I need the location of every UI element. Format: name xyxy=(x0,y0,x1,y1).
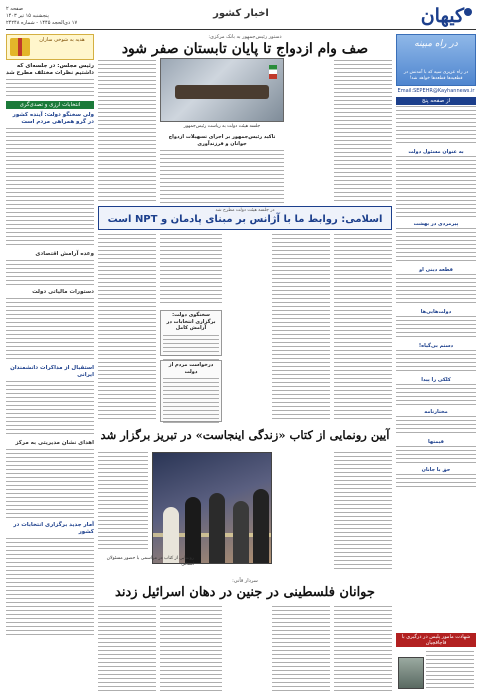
text-block xyxy=(98,606,156,692)
column-headline: دستورات مالیاتی دولت xyxy=(32,289,94,295)
promo-subtitle: در راه عزیزی سپه که با آمدنش در قطعیه‌ها قطعه‌ها خواهد شد! xyxy=(403,70,469,81)
text-block xyxy=(163,378,219,424)
text-block xyxy=(6,128,94,248)
person-figure xyxy=(185,497,201,563)
gift-label: هدیه به شوخی سازان xyxy=(39,37,85,43)
gift-box[interactable] xyxy=(6,34,94,60)
book-ceremony-photo xyxy=(152,452,272,564)
text-block xyxy=(426,651,474,691)
column-headline: استقبال از مذاکرات دانشمندان ایرانی xyxy=(10,365,94,378)
inset-title: درخواست مردم از دولت xyxy=(168,362,214,375)
text-block xyxy=(334,452,392,572)
top-story-subhead: تاکید رئیس‌جمهور بر اجرای تسهیلات ازدواج جوانان و فرزندآوری xyxy=(168,134,276,147)
text-block xyxy=(98,234,156,422)
text-block xyxy=(396,228,476,264)
text-block xyxy=(6,538,94,638)
banner-headline[interactable]: اسلامی: روابط ما با آژانس بر مبنای پادمان و NPT است xyxy=(107,214,383,225)
text-block xyxy=(396,316,476,340)
text-block xyxy=(160,606,222,692)
text-block xyxy=(160,234,222,306)
issue-number: ۱۷ ذی‌الحجه ۱۴۴۵ - شماره ۲۴۲۴۸ xyxy=(6,20,78,26)
inset-box xyxy=(160,360,222,422)
text-block xyxy=(98,452,148,552)
police-news-box xyxy=(396,649,476,693)
portrait-photo xyxy=(398,657,424,689)
text-block xyxy=(98,60,156,204)
column-banner: انتخابات ارزی و تصدی‌گری xyxy=(6,101,94,109)
text-block xyxy=(6,79,94,97)
text-block xyxy=(6,298,94,362)
column-subhead: دولت‌هایی‌ها xyxy=(420,309,452,315)
text-block xyxy=(6,449,94,519)
top-story-kicker: دستور رئیس‌جمهور به بانک مرکزی: xyxy=(208,34,282,40)
person-figure xyxy=(209,493,225,563)
text-block xyxy=(272,606,330,692)
column-subhead: مختارنامه xyxy=(424,409,448,415)
text-block xyxy=(396,416,476,436)
cabinet-meeting-photo xyxy=(160,58,284,122)
text-block xyxy=(163,335,219,361)
meeting-table-shape xyxy=(175,85,269,99)
column-subhead: قطعه دینی او xyxy=(419,267,453,273)
promo-title: در راه مبینه xyxy=(414,39,458,49)
right-column-heading: از صفحه پنج xyxy=(396,97,476,105)
column-subhead: قیمتها xyxy=(428,439,444,445)
police-news-heading: شهادت مامور پلیس در درگیری با قاچاقچیان xyxy=(396,633,476,647)
text-block xyxy=(6,260,94,286)
issue-date: پنجشنبه ۱۵ تیر ۱۴۰۳ xyxy=(6,13,49,19)
column-headline: ولی سخنگو دولت: آینده کشور در گرو همراهی مردم است xyxy=(12,112,94,125)
column-headline: آمار جدید برگزاری انتخابات در کشور xyxy=(13,522,94,535)
column-headline: اهدای نشان مدیریتی به مرکز xyxy=(15,440,94,446)
page-number: صفحه ۲ xyxy=(6,6,23,12)
promo-banner[interactable] xyxy=(396,34,476,86)
column-subhead: به عنوان مسئول دولت xyxy=(408,149,464,155)
text-block xyxy=(334,60,392,204)
top-story-headline[interactable]: صف وام ازدواج تا پایان تابستان صفر شود xyxy=(121,41,369,57)
text-block xyxy=(160,150,284,204)
contact-email[interactable]: Email:SEPEHR@Kayhannews.ir xyxy=(397,88,475,94)
inset-title: سخنگوی دولت: برگزاری انتخابات در آرامش کامل xyxy=(166,312,216,331)
inset-box xyxy=(160,310,222,356)
column-subhead: پیرمردی در بهشت xyxy=(413,221,459,227)
text-block xyxy=(396,106,476,146)
person-figure xyxy=(233,501,249,563)
logo-text: کیهان xyxy=(420,5,464,27)
column-subhead: کلکی را پیدا xyxy=(421,377,451,383)
gift-icon xyxy=(10,38,30,56)
person-figure xyxy=(253,489,269,563)
photo-caption: رونمایی از کتاب در مراسمی با حضور مسئولان استانی xyxy=(106,556,194,567)
text-block xyxy=(396,274,476,306)
text-block xyxy=(396,474,476,488)
column-headline: وعده آرامش اقتصادی xyxy=(35,251,94,257)
text-block xyxy=(6,381,94,437)
text-block xyxy=(396,384,476,406)
featured-banner xyxy=(98,206,392,230)
flag-icon xyxy=(269,65,277,79)
left-column xyxy=(6,34,94,693)
masthead xyxy=(6,4,476,30)
right-column xyxy=(396,34,476,693)
book-unveiling-headline[interactable]: آیین رونمایی از کتاب «زندگی اینجاست» در تبریز برگزار شد xyxy=(100,428,390,442)
text-block xyxy=(334,606,392,692)
section-title: اخبار کشور xyxy=(213,8,269,19)
text-block xyxy=(396,156,476,218)
column-subhead: حق با جانان xyxy=(421,467,451,473)
text-block xyxy=(396,446,476,464)
bottom-story-kicker: سردار قآنی: xyxy=(232,578,258,584)
text-block xyxy=(272,234,330,422)
date-block xyxy=(6,6,77,27)
column-subhead: دستم بی‌گیاه! xyxy=(418,343,454,349)
lead-text: رئیس مجلس: در جلسه‌ای که داشتیم نظرات مختلف مطرح شد xyxy=(6,63,94,76)
banner-kicker: در جلسه هیئت دولت مطرح شد xyxy=(215,208,275,213)
text-block xyxy=(396,350,476,374)
bottom-story-headline[interactable]: جوانان فلسطینی در جنین در دهان اسرائیل زدند xyxy=(115,585,375,600)
main-content xyxy=(98,34,392,693)
person-figure xyxy=(163,507,179,563)
photo-caption: جلسه هیئت دولت به ریاست رئیس‌جمهور xyxy=(183,124,261,129)
text-block xyxy=(334,234,392,422)
